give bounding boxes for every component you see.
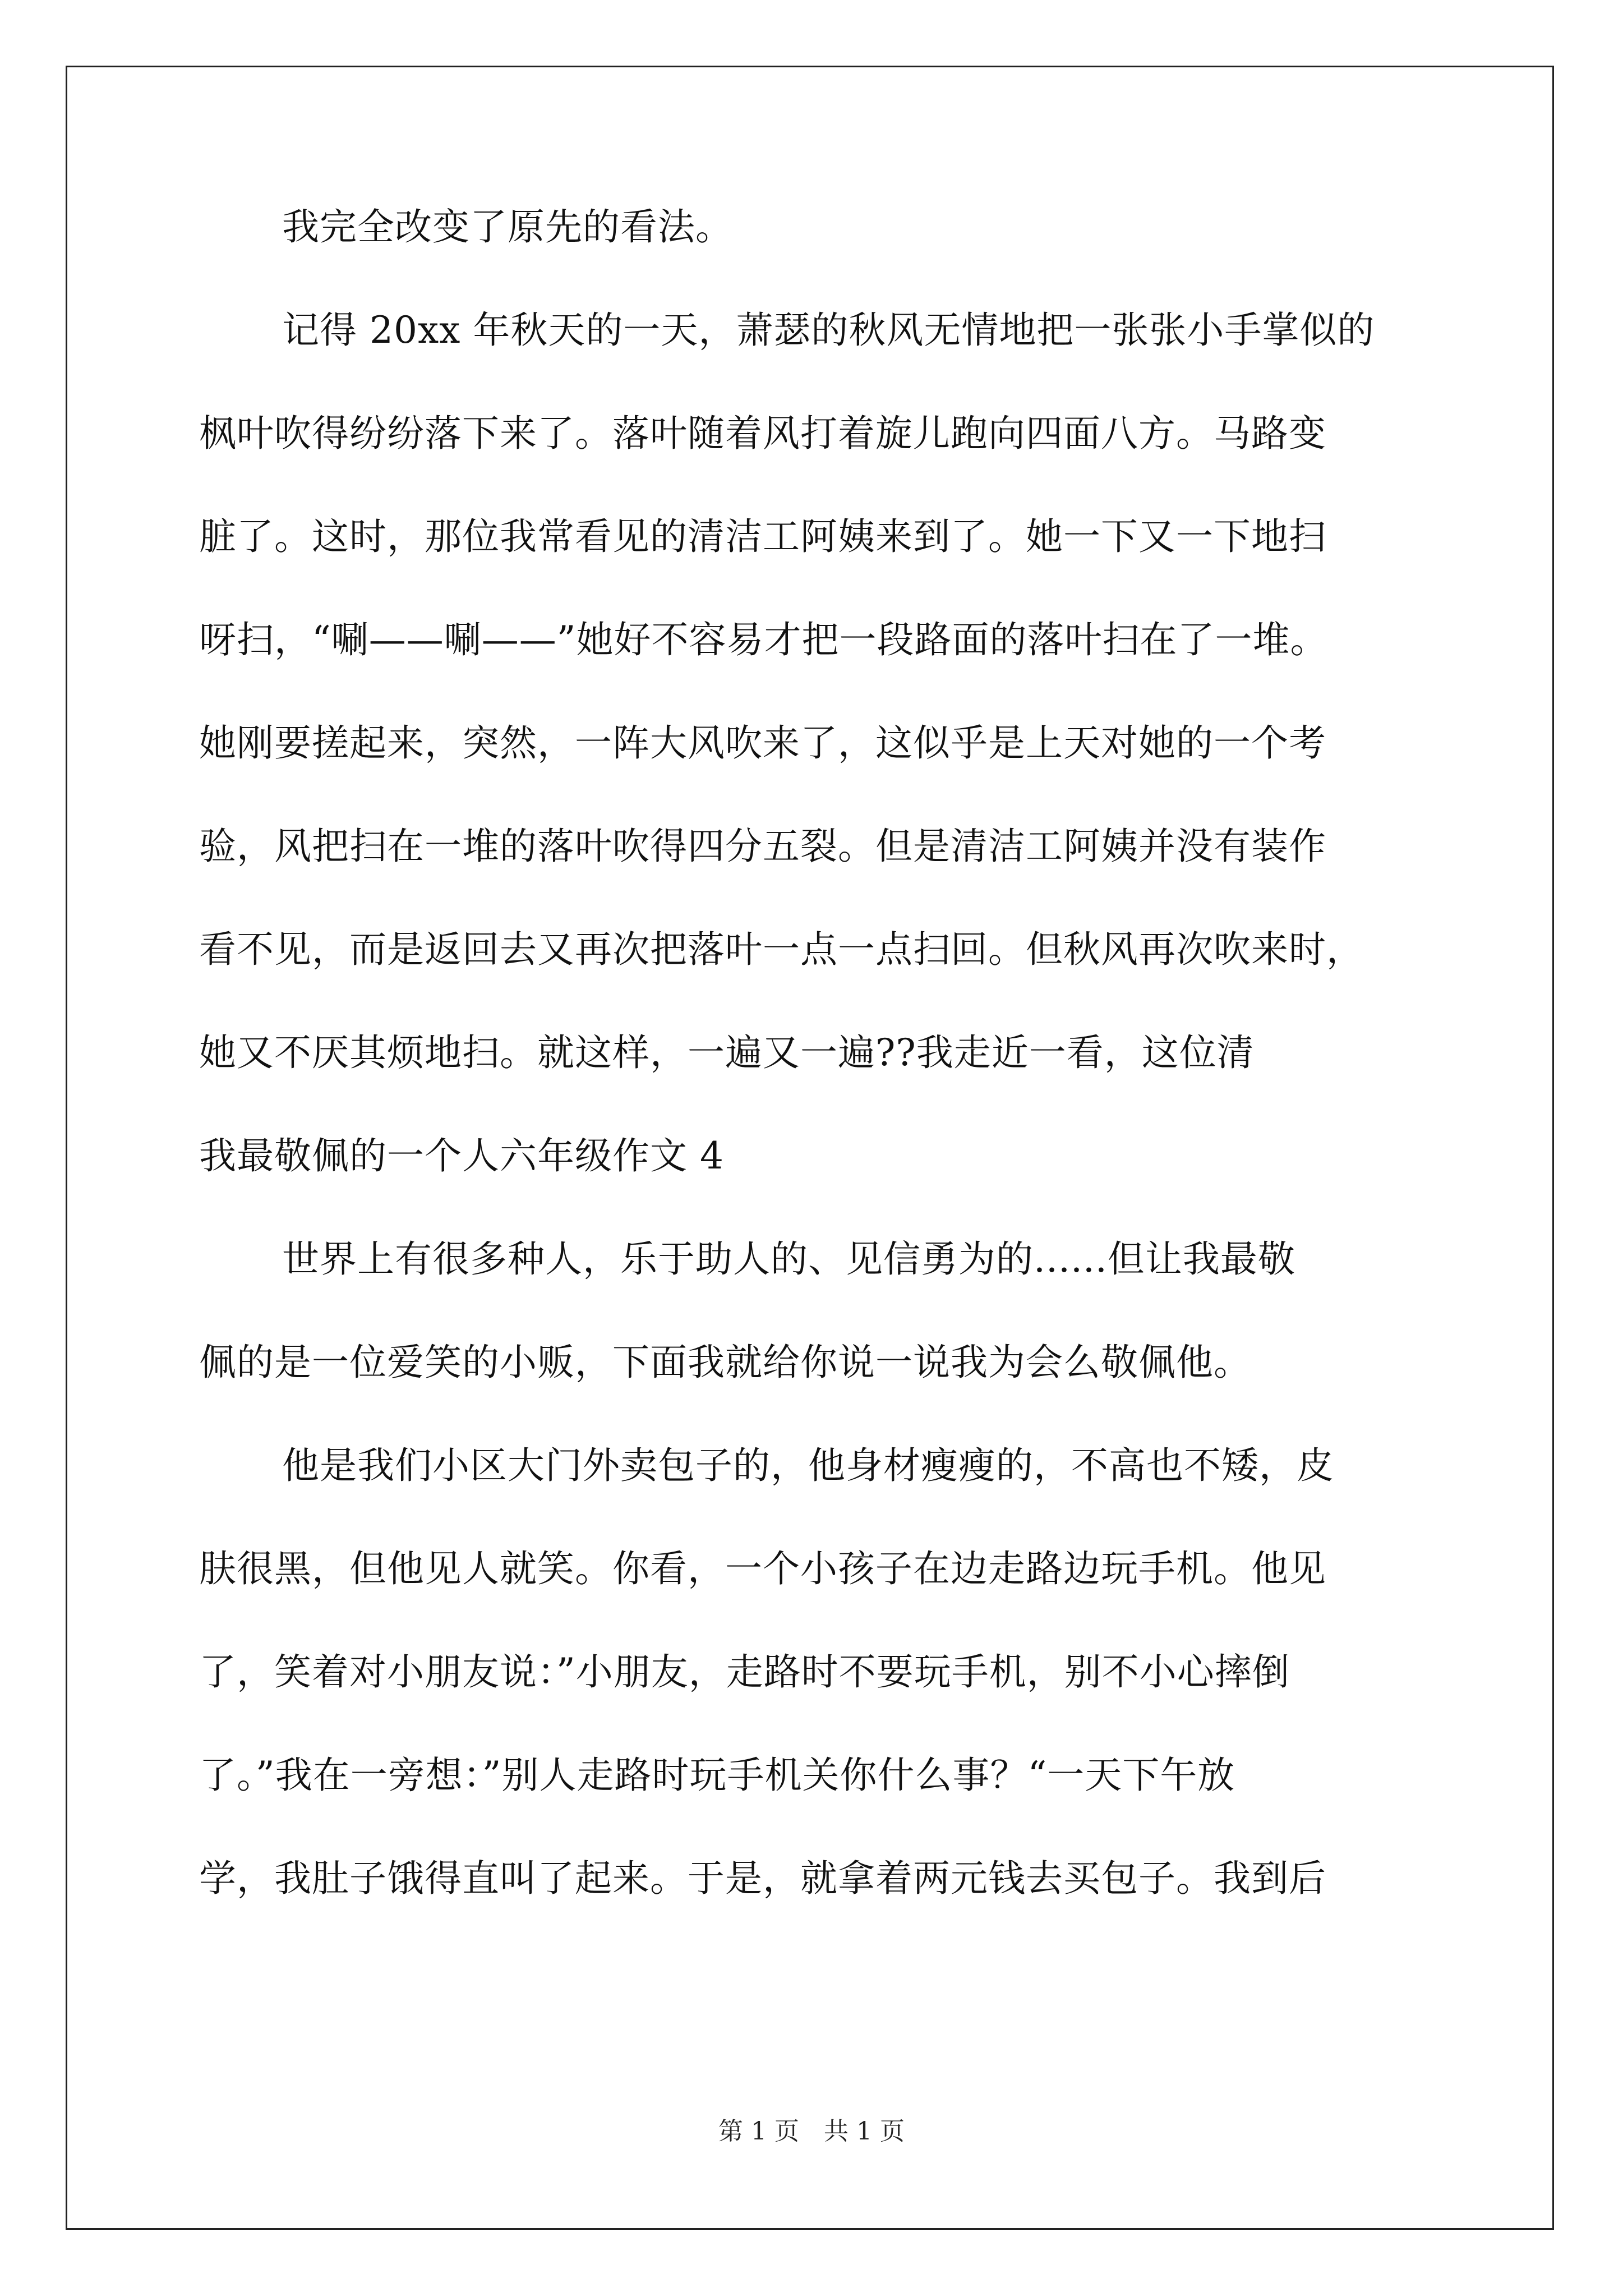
paragraph-line: 验，风把扫在一堆的落叶吹得四分五裂。但是清洁工阿姨并没有装作 [199, 825, 1326, 868]
paragraph-line: 了。”我在一旁想：”别人走路时玩手机关你什么事？“一天下午放 [199, 1754, 1235, 1797]
paragraph-line: 佩的是一位爱笑的小贩，下面我就给你说一说我为会么敬佩他。 [199, 1341, 1251, 1384]
section-heading: 我最敬佩的一个人六年级作文 4 [199, 1134, 724, 1177]
paragraph-line: 学，我肚子饿得直叫了起来。于是，就拿着两元钱去买包子。我到后 [199, 1857, 1326, 1900]
page-number-footer: 第 1 页 共 1 页 [718, 2117, 905, 2146]
paragraph-line: 脏了。这时，那位我常看见的清洁工阿姨来到了。她一下又一下地扫 [199, 515, 1326, 558]
paragraph-line: 看不见，而是返回去又再次把落叶一点一点扫回。但秋风再次吹来时， [199, 928, 1364, 971]
paragraph-line: 他是我们小区大门外卖包子的，他身材瘦瘦的，不高也不矮，皮 [282, 1444, 1334, 1487]
paragraph-line: 肤很黑，但他见人就笑。你看，一个小孩子在边走路边玩手机。他见 [199, 1547, 1326, 1590]
paragraph-line: 枫叶吹得纷纷落下来了。落叶随着风打着旋儿跑向四面八方。马路变 [199, 412, 1326, 455]
paragraph-line: 她刚要搓起来，突然，一阵大风吹来了，这似乎是上天对她的一个考 [199, 721, 1326, 765]
paragraph-line: 了，笑着对小朋友说：”小朋友，走路时不要玩手机，别不小心摔倒 [199, 1650, 1290, 1694]
paragraph-line: 我完全改变了原先的看法。 [282, 205, 733, 249]
paragraph-line: 记得 20xx 年秋天的一天，萧瑟的秋风无情地把一张张小手掌似的 [282, 309, 1375, 352]
paragraph-line: 世界上有很多种人，乐于助人的、见信勇为的......但让我最敬 [282, 1237, 1295, 1281]
paragraph-line: 她又不厌其烦地扫。就这样，一遍又一遍??我走近一看，这位清 [199, 1031, 1255, 1074]
paragraph-line: 呀扫，“唰——唰——”她好不容易才把一段路面的落叶扫在了一堆。 [199, 618, 1328, 661]
